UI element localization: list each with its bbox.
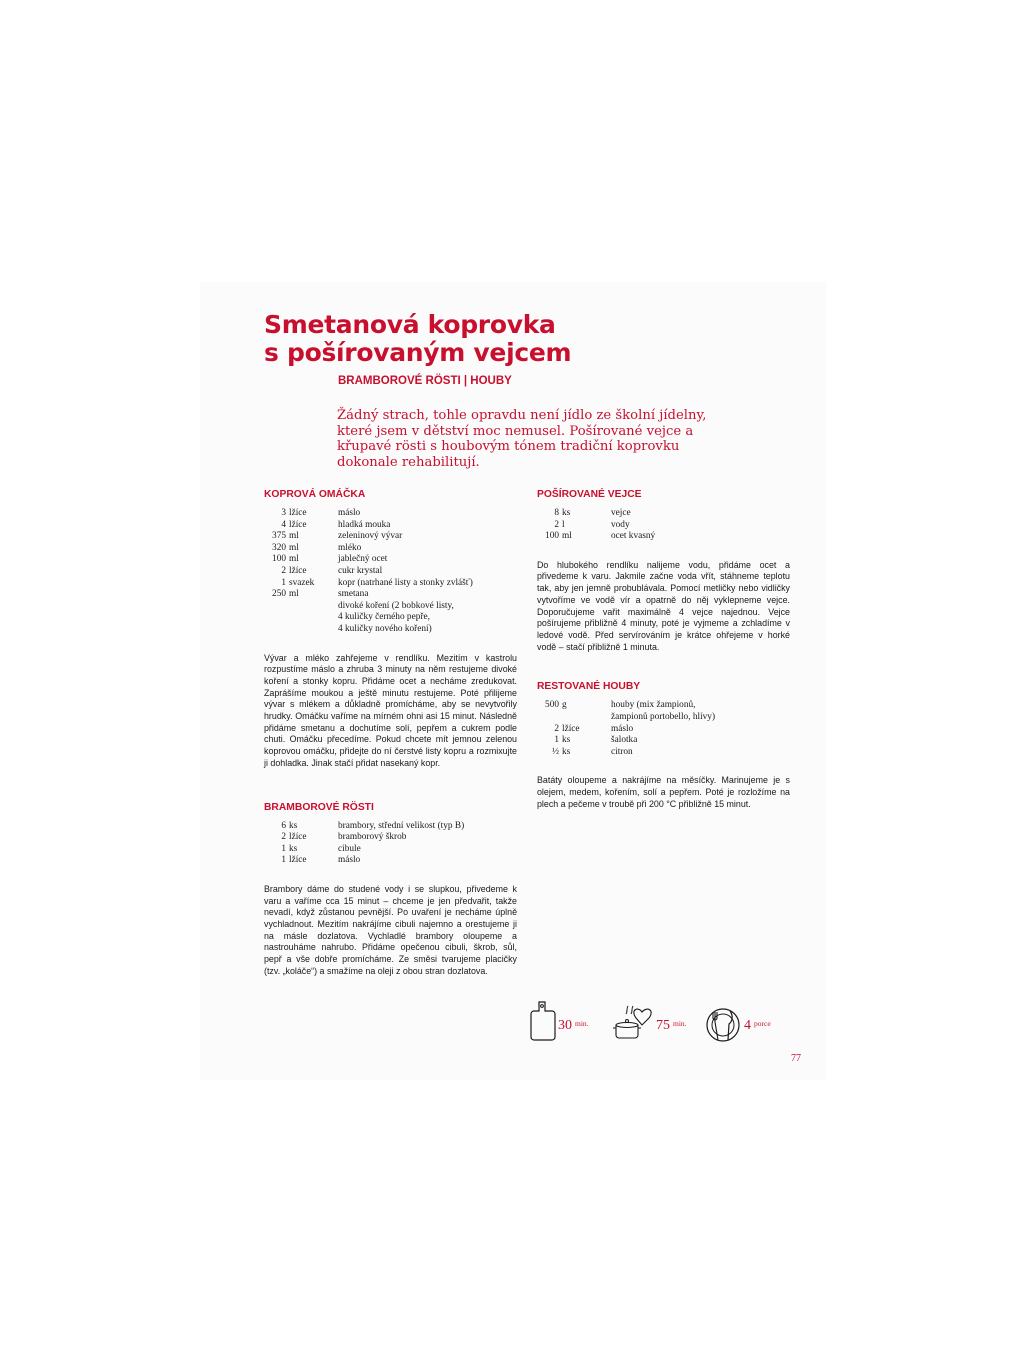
ingredient-unit: g: [562, 700, 567, 711]
method-sauce: Vývar a mléko zahřejeme v rendlíku. Mezitím v kastrolu rozpustíme máslo a zhruba 3 minuty na něm restujeme divoké koření a stonky kopru. Přidáme ocet a necháme zredukovat. Zaprášíme moukou a ještě minutu restujeme. Poté přilijeme vývar s mlékem a důkladně promícháme, aby se nevytvořily hrudky. Omáčku vaříme na mírném ohni asi 15 minut. Následně přidáme smetanu a dochutíme solí, pepřem a cukrem podle chuti. Omáčku přecedíme. Pokud chcete mít jemnou zelenou koprovou omáčku, přidejte do ní čerstvé listy kopru a rozmixujte ji dohladka. Jinak stačí přidat nasekaný kopr.: [264, 652, 517, 768]
section-title-rosti: BRAMBOROVÉ RÖSTI: [264, 801, 374, 813]
ingredient-row: [537, 520, 655, 532]
ingredient-quantity: 2: [281, 832, 286, 843]
servings: [704, 998, 771, 1044]
method-eggs: Do hlubokého rendlíku nalijeme vodu, přidáme ocet a přivedeme k varu. Jakmile začne voda vřít, stáhneme teplotu tak, aby jen jemně probublávala. Pomocí metličky nebo vidličky vytvoříme ve vodě vír a opatrně do něj vyklepneme vejce. Doporučujeme vařit maximálně 4 vejce najednou. Vejce pošírujeme přibližně 4 minuty, poté je vyjmeme a zchladíme v ledové vodě. Před servírováním je krátce ohřejeme v horké vodě – stačí přibližně 1 minuta.: [537, 559, 790, 652]
ingredient-unit: ks: [562, 746, 571, 757]
ingredients-rosti: [264, 821, 464, 867]
ingredient-unit: lžíce: [289, 832, 307, 843]
ingredient-unit: lžíce: [562, 723, 580, 734]
ingredient-quantity: ½: [552, 746, 559, 757]
ingredient-unit: l: [562, 519, 565, 530]
ingredient-unit: ml: [289, 589, 299, 600]
ingredient-row: [264, 832, 464, 844]
ingredient-row: [264, 821, 464, 833]
ingredient-name: divoké koření (2 bobkové listy,: [338, 600, 454, 611]
ingredient-unit: lžíce: [289, 508, 307, 518]
plate-with-cutlery-icon: [704, 998, 744, 1044]
ingredient-quantity: 6: [281, 820, 286, 831]
ingredient-quantity: [264, 612, 289, 624]
ingredients-eggs: [537, 508, 655, 543]
ingredient-unit: [289, 624, 338, 636]
recipe-title: [264, 311, 571, 367]
ingredient-row: [537, 724, 715, 736]
left-column: [264, 489, 517, 978]
ingredient-quantity: 100: [272, 554, 286, 565]
recipe-intro: Žádný strach, tohle opravdu není jídlo ze školní jídelny, které jsem v dětství moc nemusel. Pošírované vejce a křupavé rösti s houbovým tónem tradiční koprovku dokonale rehabilitují.: [337, 408, 707, 470]
recipe-meta: [528, 998, 788, 1048]
ingredient-row: [537, 747, 715, 759]
ingredient-name: ocet kvasný: [611, 531, 656, 542]
ingredient-name: hladká mouka: [338, 519, 391, 530]
ingredient-unit: ml: [562, 531, 572, 542]
ingredient-quantity: 100: [545, 531, 559, 542]
ingredient-name: jablečný ocet: [338, 554, 388, 565]
ingredient-name: 4 kuličky nového koření): [338, 623, 432, 634]
ingredient-row: [264, 612, 473, 624]
ingredients-sauce: [264, 508, 473, 636]
ingredient-name: cibule: [338, 843, 361, 854]
ingredient-name: vejce: [611, 508, 631, 518]
ingredient-name: 4 kuličky černého pepře,: [338, 612, 430, 623]
ingredient-quantity: [537, 712, 562, 724]
ingredient-name: mléko: [338, 542, 362, 553]
ingredient-unit: ks: [289, 843, 298, 854]
ingredient-name: citron: [611, 746, 633, 757]
servings-unit: porce: [754, 1019, 771, 1028]
ingredients-mushrooms: [537, 700, 715, 758]
page-number: 77: [791, 1053, 801, 1064]
ingredient-name: máslo: [611, 723, 634, 734]
ingredient-row: [264, 601, 473, 613]
ingredient-name: bramborový škrob: [338, 832, 407, 843]
prep-time-value: 30: [558, 1018, 572, 1033]
section-title-mushrooms: RESTOVANÉ HOUBY: [537, 681, 641, 693]
ingredient-unit: ks: [562, 508, 571, 518]
ingredient-unit: ks: [562, 735, 571, 746]
ingredient-row: [264, 566, 473, 578]
ingredient-quantity: 1: [281, 855, 286, 866]
ingredient-unit: lžíce: [289, 855, 307, 866]
ingredient-quantity: 320: [272, 542, 286, 553]
ingredient-row: [264, 578, 473, 590]
ingredient-name: brambory, střední velikost (typ B): [338, 820, 465, 831]
ingredient-unit: svazek: [289, 577, 315, 588]
ingredient-name: cukr krystal: [338, 565, 383, 576]
ingredient-row: [264, 844, 464, 856]
ingredient-name: máslo: [338, 855, 361, 866]
ingredient-quantity: 2: [281, 565, 286, 576]
prep-time: [528, 998, 589, 1042]
ingredient-row: [537, 700, 715, 712]
servings-value: 4: [744, 1018, 751, 1033]
ingredient-name: kopr (natrhané listy a stonky zvlášť): [338, 577, 473, 588]
method-rosti: Brambory dáme do studené vody i se slupkou, přivedeme k varu a vaříme cca 15 minut – chceme je jen předvařit, takže nevadí, když zůstanou pevnější. Po uvaření je necháme úplně vychladnout. Mezitím nakrájíme cibuli najemno a orestujeme ji na másle dozlatova. Vychladlé brambory oloupeme a nastrouháme nahrubo. Přidáme opečenou cibuli, škrob, sůl, pepř a vše dobře promícháme. Ze směsi tvarujeme placičky (tzv. „koláče“) a smažíme na oleji z obou stran dozlatova.: [264, 883, 517, 976]
ingredient-unit: ml: [289, 542, 299, 553]
ingredient-row: [537, 508, 655, 520]
ingredient-quantity: 375: [272, 531, 286, 542]
ingredient-row: [537, 712, 715, 724]
ingredient-name: šalotka: [611, 735, 638, 746]
ingredient-name: vody: [611, 519, 630, 530]
ingredient-row: [264, 508, 473, 520]
ingredient-name: smetana: [338, 589, 369, 600]
ingredient-quantity: 250: [272, 589, 286, 600]
ingredient-quantity: 2: [554, 519, 559, 530]
ingredient-quantity: 4: [281, 519, 286, 530]
ingredient-quantity: 3: [281, 508, 286, 518]
ingredient-unit: ml: [289, 531, 299, 542]
ingredient-row: [537, 735, 715, 747]
ingredient-quantity: 500: [545, 700, 559, 711]
ingredient-name: máslo: [338, 508, 361, 518]
cook-time-unit: min.: [673, 1019, 687, 1028]
ingredient-name: houby (mix žampionů,: [611, 700, 696, 711]
ingredient-quantity: 8: [554, 508, 559, 518]
ingredient-unit: ml: [289, 554, 299, 565]
ingredient-name: žampionů portobello, hlívy): [611, 712, 716, 722]
section-title-eggs: POŠÍROVANÉ VEJCE: [537, 489, 642, 500]
cook-time: [612, 998, 687, 1044]
prep-time-unit: min.: [575, 1019, 589, 1028]
ingredient-unit: ks: [289, 820, 298, 831]
ingredient-unit: [562, 712, 611, 724]
cutting-board-icon: [528, 998, 558, 1042]
cook-time-value: 75: [656, 1018, 670, 1033]
ingredient-row: [264, 531, 473, 543]
ingredient-row: [537, 531, 655, 543]
ingredient-row: [264, 554, 473, 566]
ingredient-quantity: 1: [281, 577, 286, 588]
ingredient-quantity: 1: [554, 735, 559, 746]
ingredient-row: [264, 624, 473, 636]
ingredient-quantity: [264, 601, 289, 613]
title-line-1: Smetanová koprovka: [264, 310, 556, 339]
ingredient-row: [264, 520, 473, 532]
ingredient-row: [264, 589, 473, 601]
right-column: [537, 489, 790, 810]
recipe-subtitle: BRAMBOROVÉ RÖSTI | HOUBY: [338, 375, 512, 387]
method-mushrooms: Batáty oloupeme a nakrájíme na měsíčky. Marinujeme je s olejem, medem, kořením, solí a pepřem. Poté je rozložíme na plech a pečeme v troubě při 200 °C přibližně 15 minut.: [537, 775, 790, 809]
ingredient-unit: [289, 612, 338, 624]
ingredient-unit: [289, 601, 338, 613]
ingredient-row: [264, 855, 464, 867]
section-title-sauce: KOPROVÁ OMÁČKA: [264, 489, 366, 500]
ingredient-quantity: 2: [554, 723, 559, 734]
ingredient-quantity: [264, 624, 289, 636]
ingredient-name: zeleninový vývar: [338, 531, 403, 542]
ingredient-unit: lžíce: [289, 519, 307, 530]
pot-with-heart-icon: [612, 998, 656, 1044]
ingredient-row: [264, 543, 473, 555]
title-line-2: s pošírovaným vejcem: [264, 338, 572, 367]
ingredient-quantity: 1: [281, 843, 286, 854]
ingredient-unit: lžíce: [289, 565, 307, 576]
